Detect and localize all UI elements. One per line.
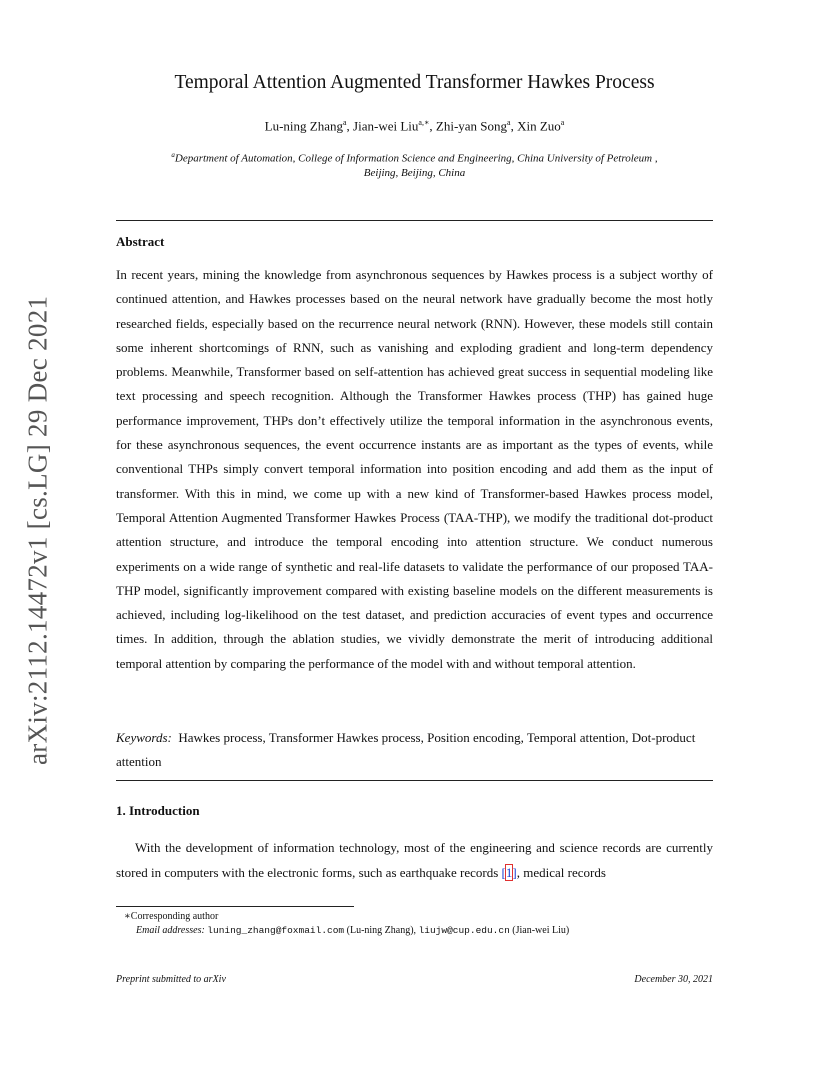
- intro-text-start: With the development of information technology, most of the engineering and science records are currently stored in computers with the electronic forms, such as earthquake records: [116, 840, 713, 880]
- abstract-text: In recent years, mining the knowledge from asynchronous sequences by Hawkes process is a subject worthy of continued attention, and Hawkes processes based on the neural network have gradually become the most hotly researched fields, especially based on the recurrence neural network (RNN). However, these models still contain some inherent shortcomings of RNN, such as vanishing and exploding gradient and long-term dependency problems. Meanwhile, Transformer based on self-attention has achieved great success in sequential modeling like text processing and speech recognition. Although the Transformer Hawkes process (THP) has gained huge performance improvement, THPs don’t effectively utilize the temporal information in the asynchronous events, for these asynchronous sequences, the event occurrence instants are as important as the types of events, while conventional THPs simply convert temporal information into position encoding and add them as the input of transformer. With this in mind, we come up with a new kind of Transformer-based Hawkes process model, Temporal Attention Augmented Transformer Hawkes Process (TAA-THP), we modify the traditional dot-product attention structure, and introduce the temporal encoding into attention structure. We conduct numerous experiments on a wide range of synthetic and real-life datasets to validate the performance of our proposed TAA-THP model, significantly improvement compared with existing baseline models on the different measurements is achieved, including log-likelihood on the test dataset, and prediction accuracies of event types and occurrence times. In addition, through the ablation studies, we vividly demonstrate the merit of introducing additional temporal attention by comparing the performance of the model with and without temporal attention.: [116, 267, 713, 671]
- paper-title: Temporal Attention Augmented Transformer Hawkes Process: [174, 72, 655, 93]
- keywords-text: Hawkes process, Transformer Hawkes process, Position encoding, Temporal attention, Dot-product attention: [116, 730, 696, 770]
- footer-preprint-note: Preprint submitted to arXiv: [116, 974, 226, 985]
- affiliation-line-2: Beijing, Beijing, China: [363, 166, 466, 179]
- footnote: [124, 910, 714, 938]
- keywords: [116, 726, 713, 775]
- email-address-1[interactable]: luning_zhang@foxmail.com: [207, 925, 345, 936]
- citation-link[interactable]: 1: [505, 864, 513, 880]
- author-affil-mark: a: [507, 118, 511, 127]
- intro-text-end: , medical records: [516, 864, 606, 880]
- email-owner-2: (Jian-wei Liu): [512, 925, 570, 936]
- email-address-2[interactable]: liujw@cup.edu.cn: [418, 925, 510, 936]
- footer-date: December 30, 2021: [634, 974, 713, 985]
- affiliation: [116, 148, 713, 180]
- affil-mark: a: [171, 151, 175, 159]
- keywords-label: Keywords:: [116, 730, 172, 745]
- introduction-paragraph: With the development of information technology, most of the engineering and science records are currently stored in computers with the electronic forms, such as earthquake records [1], medical records: [116, 840, 713, 880]
- arxiv-sidebar-stamp: arXiv:2112.14472v1 [cs.LG] 29 Dec 2021: [22, 295, 53, 765]
- author-name: Lu-ning Zhang: [264, 118, 343, 134]
- footnote-rule: [116, 906, 354, 907]
- author-name: Xin Zuo: [517, 118, 561, 134]
- author-name: Jian-wei Liu: [353, 118, 419, 134]
- author-name: Zhi-yan Song: [435, 118, 508, 134]
- author-affil-mark: a,∗: [418, 118, 430, 127]
- affiliation-line-1: Department of Automation, College of Information Science and Engineering, China University of Petroleum ,: [174, 152, 658, 165]
- divider-top: [116, 220, 713, 221]
- corresponding-author-note: ∗Corresponding author: [124, 911, 219, 922]
- author-affil-mark: a: [342, 118, 347, 127]
- email-owner-1: (Lu-ning Zhang),: [346, 925, 417, 936]
- email-label: Email addresses:: [136, 925, 205, 936]
- divider-bottom: [116, 780, 713, 781]
- author-affil-mark: a: [560, 118, 565, 127]
- introduction-heading: 1. Introduction: [116, 803, 200, 818]
- abstract-heading: Abstract: [116, 234, 165, 249]
- author-list: Lu-ning Zhang$^a$, Jian-wei Liu$^{a,∗}$, Zhi-yan Song$^a$, Xin Zuo$^a$: [264, 118, 565, 134]
